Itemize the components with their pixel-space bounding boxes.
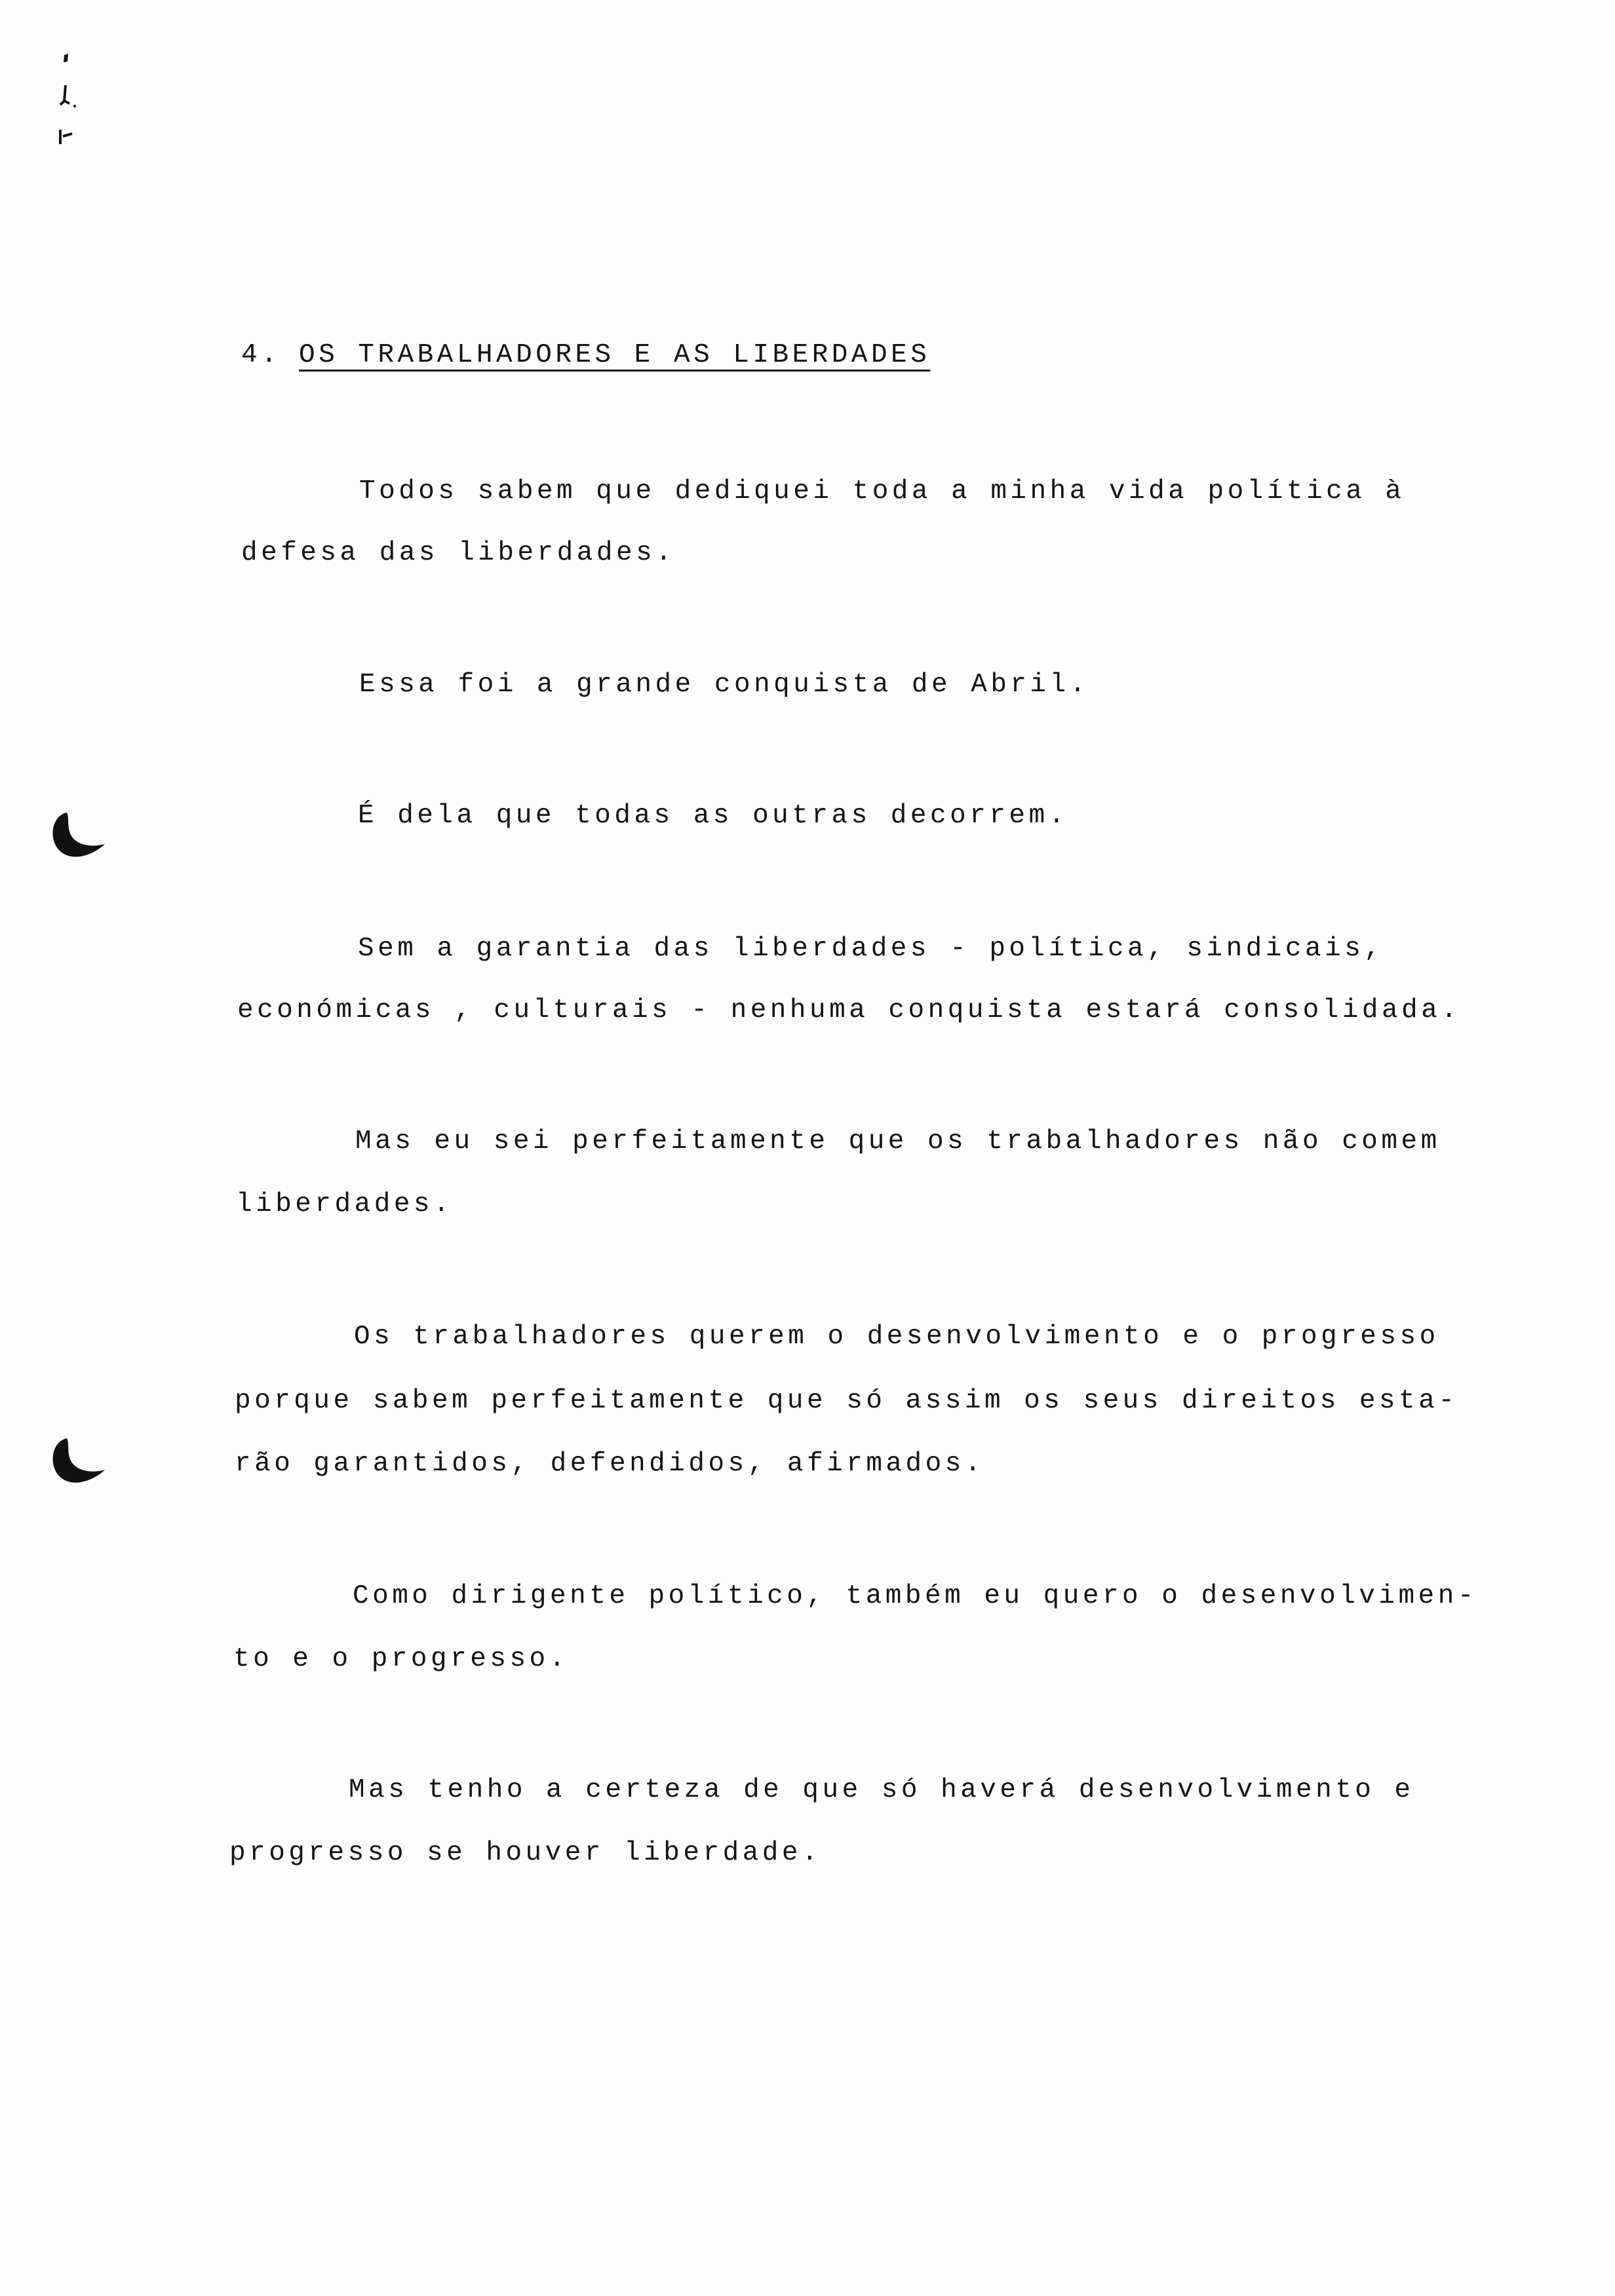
body-line: to e o progresso. — [233, 1644, 569, 1674]
body-line: liberdades. — [236, 1189, 454, 1219]
body-line: Os trabalhadores querem o desenvolvimento e o progresso — [354, 1322, 1439, 1352]
hole-punch-mark-icon — [41, 806, 106, 865]
body-line: rão garantidos, defendidos, afirmados. — [235, 1449, 984, 1479]
body-line: Sem a garantia das liberdades - política, sindicais, — [358, 934, 1384, 964]
body-line: Como dirigente político, também eu quero o desenvolvimen- — [353, 1581, 1477, 1611]
body-line: Mas tenho a certeza de que só haverá desenvolvimento e — [349, 1775, 1414, 1805]
body-line: porque sabem perfeitamente que só assim os seus direitos esta- — [235, 1386, 1458, 1416]
body-line: progresso se houver liberdade. — [229, 1838, 822, 1868]
body-line: Todos sabem que dediquei toda a minha vida política à — [359, 476, 1405, 507]
body-line: económicas , culturais - nenhuma conquista estará consolidada. — [237, 995, 1461, 1025]
body-line: defesa das liberdades. — [241, 538, 676, 568]
hole-punch-mark-icon — [41, 1432, 106, 1491]
body-line: É dela que todas as outras decorrem. — [358, 801, 1068, 831]
handwritten-mark-icon — [46, 46, 85, 164]
section-title: OS TRABALHADORES E AS LIBERDADES — [299, 340, 931, 370]
section-number: 4. — [241, 340, 281, 370]
body-line: Essa foi a grande conquista de Abril. — [359, 670, 1089, 700]
body-line: Mas eu sei perfeitamente que os trabalhadores não comem — [355, 1126, 1441, 1157]
